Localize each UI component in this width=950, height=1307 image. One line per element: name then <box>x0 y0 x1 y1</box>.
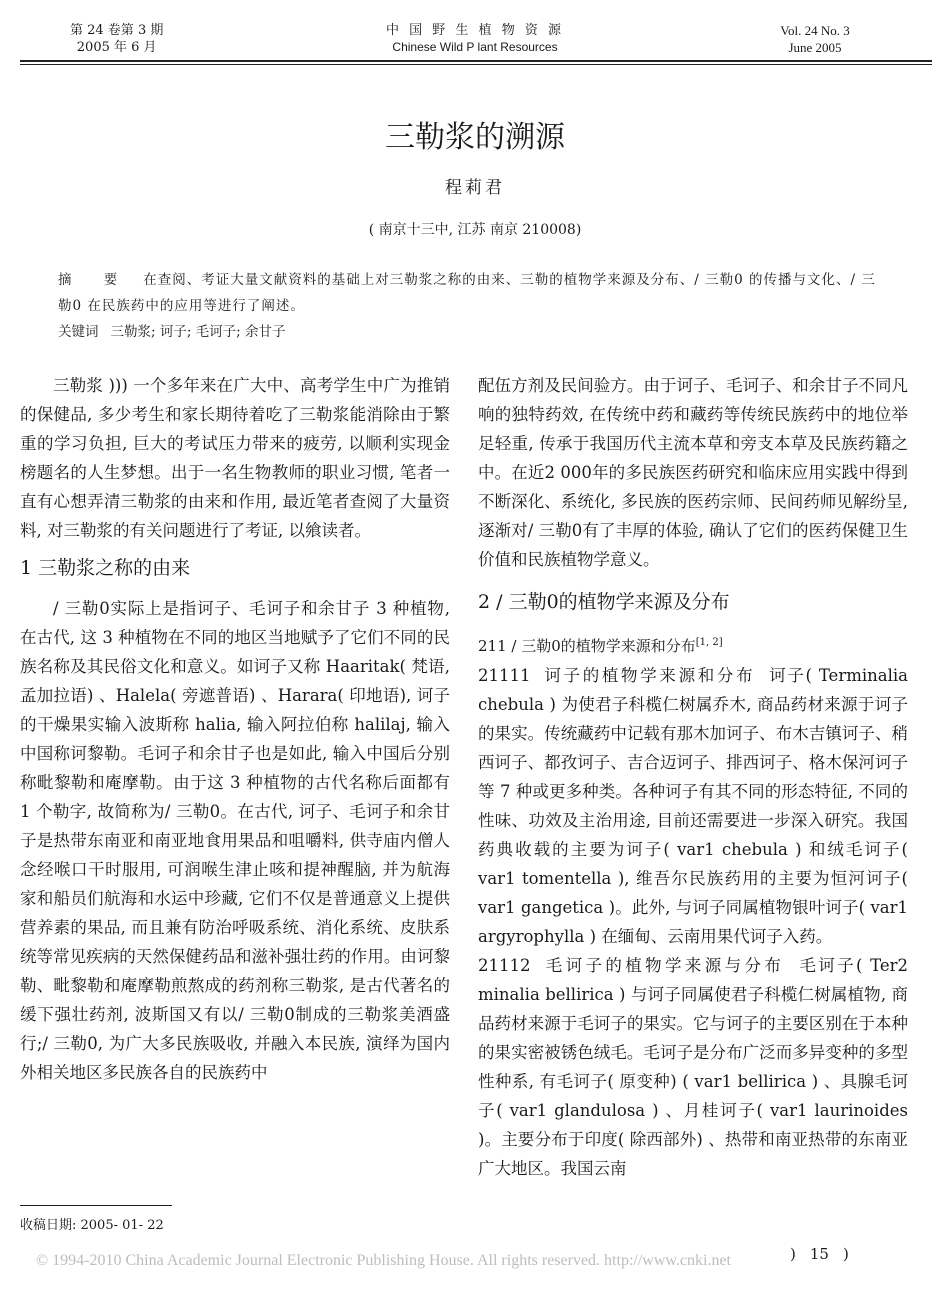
subsection-2-1-1-title: 诃子的植物学来源和分布 <box>544 666 756 685</box>
subsection-2-1-2-number: 21112 <box>478 956 531 975</box>
footnote-rule <box>20 1205 172 1206</box>
citation-ref: [1, 2] <box>695 637 723 648</box>
journal-name-en: Chinese Wild P lant Resources <box>392 40 558 54</box>
subsection-2-1-2-title: 毛诃子的植物学来源与分布 <box>545 956 785 975</box>
page-number-right-mark: ) <box>842 1245 849 1263</box>
continued-paragraph: 配伍方剂及民间验方。由于诃子、毛诃子、和余甘子不同凡响的独特药效, 在传统中药和藏药等传统民族药中的地位举足轻重, 传承于我国历代主流本草和旁支本草及民族药籍之中。在近2 000年的多民族医药研究和临床应用实践中得到不断深化、系统化, 多民族的医药宗师、民间药师见解纷呈, 逐渐对/ 三勒0有了丰厚的体验, 确认了它们的医药保健卫生价值和民族植物学意义。 <box>478 376 908 569</box>
subsection-2-1-2-paragraph <box>478 951 908 1183</box>
abstract <box>58 267 886 319</box>
keywords <box>58 319 886 345</box>
header-volume-en: Vol. 24 No. 3 <box>780 23 850 38</box>
subsection-2-1-1-number: 21111 <box>478 666 531 685</box>
intro-paragraph: 三勒浆 ))) 一个多年来在广大中、高考学生中广为推销的保健品, 多少考生和家长期待着吃了三勒浆能消除由于繁重的学习负担, 巨大的考试压力带来的疲劳, 以顺利实现金榜题名的人生梦想。出于一名生物教师的职业习惯, 笔者一直有心想弄清三勒浆的由来和作用, 最近笔者查阅了大量资料, 对三勒浆的有关问题进行了考证, 以飨读者。 <box>20 376 450 540</box>
subsection-2-1-1-paragraph <box>478 661 908 951</box>
abstract-label: 摘 要 <box>58 272 132 288</box>
abstract-block <box>58 267 886 345</box>
subsection-2-1-1-text: 诃子( Terminalia chebula ) 为使君子科榄仁树属乔木, 商品药材来源于诃子的果实。传统藏药中记载有那木加诃子、布木吉镇诃子、稍西诃子、都孜诃子、吉合迈诃子、排西诃子、格木保河诃子等 7 种或更多种类。各种诃子有其不同的形态特征, 不同的性味、功效及主治用途, 目前还需要进一步深入研究。我国药典收载的主要为诃子( var1 chebula ) 和绒毛诃子( var1 tomentella ), 维吾尔民族药用的主要为恒河诃子( var1 gangetica )。此外, 与诃子同属植物银叶诃子( var1 argyrophylla ) 在缅甸、云南用果代诃子入药。 <box>478 666 908 946</box>
page-number-left-mark: ) <box>790 1245 796 1263</box>
subsection-2-1-2-text: 毛诃子( Ter2 minalia bellirica ) 与诃子同属使君子科榄仁树属植物, 商品药材来源于毛诃子的果实。它与诃子的主要区别在于本种的果实密被锈色绒毛。毛诃子是分布广泛而多异变种的多型性种系, 有毛诃子( 原变种) ( var1 bellirica ) 、具腺毛诃子( var1 glandulosa ) 、月桂诃子( var1 laurinoides )。主要分布于印度( 除西部外) 、热带和南亚热带的东南亚广大地区。我国云南 <box>478 956 908 1178</box>
header-rule <box>20 60 932 65</box>
page-number-value: 15 <box>809 1245 829 1263</box>
header-volume-issue: 第 24 卷第 3 期 <box>70 23 164 38</box>
article-author: 程莉君 <box>445 178 505 198</box>
section-1-paragraph: / 三勒0实际上是指诃子、毛诃子和余甘子 3 种植物, 在古代, 这 3 种植物在不同的地区当地赋予了它们不同的民族名称及其民俗文化和意义。如诃子又称 Haaritak( 梵语, 孟加拉语) 、Halela( 旁遮普语) 、Harara( 印地语), 诃子的干燥果实输入波斯称 halia, 输入阿拉伯称 halilaj, 输入中国称诃黎勒。毛诃子和余甘子也是如此, 输入中国后分别称毗黎勒和庵摩勒。由于这 3 种植物的古代名称后面都有 1 个勒字, 故简称为/ 三勒0。在古代, 诃子、毛诃子和余甘子是热带东南亚和南亚地食用果品和咀嚼料, 供寺庙内僧人念经喉口干时服用, 可润喉生津止咳和提神醒脑, 并为航海家和船员们航海和水运中珍藏, 它们不仅是普通意义上提供营养素的果品, 而且兼有防治呼吸系统、消化系统、皮肤系统等常见疾病的天然保健药品和滋补强壮药的作用。由诃黎勒、毗黎勒和庵摩勒煎熬成的药剂称三勒浆, 是古代著名的缓下强壮药剂, 波斯国又有以/ 三勒0制成的三勒浆美酒盛行;/ 三勒0, 为广大多民族吸收, 并融入本民族, 演绎为国内外相关地区多民族各自的民族药中 <box>20 599 450 1082</box>
page-number <box>790 1245 849 1263</box>
abstract-text: 在查阅、考证大量文献资料的基础上对三勒浆之称的由来、三勒的植物学来源及分布、/ 三勒0 的传播与文化、/ 三勒0 在民族药中的应用等进行了阐述。 <box>58 272 876 314</box>
article-affiliation: ( 南京十三中, 江苏 南京 210008) <box>368 222 582 238</box>
header-date-en: June 2005 <box>788 40 842 55</box>
journal-name-cn: 中 国 野 生 植 物 资 源 <box>386 23 564 38</box>
subsection-2-1-title: 211 / 三勒0的植物学来源和分布 <box>478 637 696 655</box>
body-column-left <box>20 371 450 1087</box>
article-title: 三勒浆的溯源 <box>385 120 565 155</box>
keywords-text: 三勒浆; 诃子; 毛诃子; 余甘子 <box>110 324 286 340</box>
keywords-label: 关键词 <box>58 324 99 340</box>
received-date-footnote: 收稿日期: 2005- 01- 22 <box>20 1218 164 1233</box>
header-date: 2005 年 6 月 <box>76 40 157 55</box>
running-header-volume-en <box>760 22 870 56</box>
section-2-heading: 2 / 三勒0的植物学来源及分布 <box>478 591 730 613</box>
copyright-watermark: © 1994-2010 China Academic Journal Electronic Publishing House. All rights reserved. http://www.cnki.net <box>36 1252 731 1269</box>
section-1-heading: 1 三勒浆之称的由来 <box>20 557 191 579</box>
subsection-2-1-heading <box>478 628 908 661</box>
body-column-right <box>478 371 908 1183</box>
